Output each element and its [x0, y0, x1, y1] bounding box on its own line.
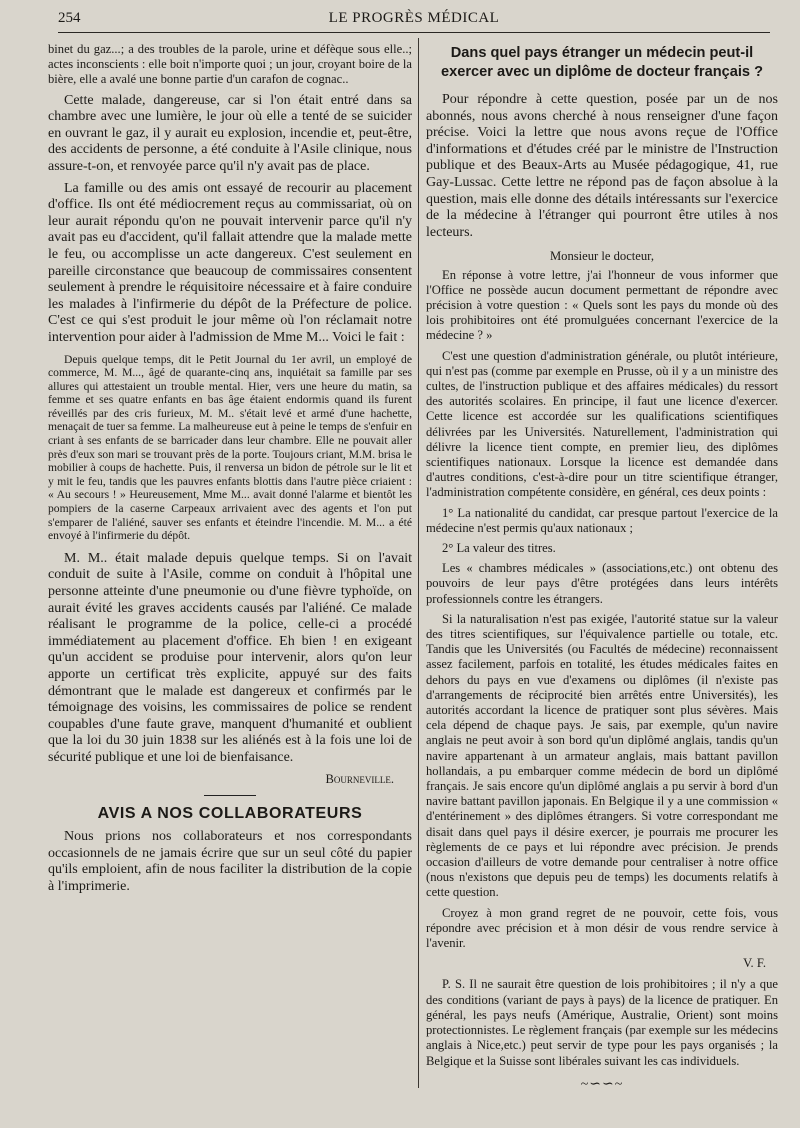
letter-salutation: Monsieur le docteur, — [549, 249, 655, 264]
column-divider — [418, 38, 419, 1088]
letter-paragraph-4: Si la naturalisation n'est pas exigée, l'autorité statue sur la valeur des titres scientifiques, sur l'équivalence partielle ou totale, etc. Tandis que les Universités (ou Facultés de médecine) reconnaissent assez facilement, parfois en totalité, les études médicales faites en dehors du pays en vue d'examens ou diplômes (il n'existe pas d'arrangements de réciprocité bien arrêtés entre Universités), les autorités accordant la licence de pratiquer sont plus sévères. Mais cela dépend de chaque pays. Je sais, par exemple, qu'un navire anglais ne peut avoir à son bord qu'un diplômé anglais, tandis qu'un navire appartenant à un armateur anglais, mais battant pavillon hollandais, a pu embarquer comme médecin de bord un diplômé français. Je sais encore qu'un diplômé anglais a pu servir à bord d'un navire battant pavillon japonais. En Belgique il y a une commission « d'entérinement » des diplômes étrangers. Si votre correspondant me disait dans quel pays il désire exercer, je pourrais me procurer les règlements de ce pays et lui répondre avec précision. Je prends occasion d'ailleurs de votre demande pour centraliser à notre office (nous n'existons que depuis peu de temps) les documents relatifs à cette question. — [426, 611, 778, 900]
letter-point-1: 1° La nationalité du candidat, car presque partout l'exercice de la médecine n'est permis qu'aux nationaux ; — [426, 505, 778, 535]
letter-paragraph-1: En réponse à votre lettre, j'ai l'honneur de vous informer que l'Office ne possède aucun document permettant de répondre avec précision à votre question : « Quels sont les pays du monde où des lois prohibitoires ont été promulguées concernant l'exercice de la médecine ? » — [426, 267, 778, 343]
right-column — [426, 42, 778, 1092]
letter-paragraph-2: C'est une question d'administration générale, ou plutôt intérieure, qui n'est pas (comme par exemple en Prusse, où il y a un ministre des cultes, de l'instruction publique et des affaires médicales) du ressort des autorités scolaires. En principe, il faut une licence d'exercer. Cette licence est accordée sur les qualifications scientifiques délivrées par les Universités. Naturellement, l'administration qui délivre la licence tient compte, en premier lieu, des diplômes scientifiques nationaux. Lorsque la licence est demandée dans d'autres conditions, c'est-à-dire pour un titre scientifique étranger, l'administration compétente considère, en général, ces deux points : — [426, 348, 778, 500]
left-column — [48, 42, 412, 900]
article-title: Dans quel pays étranger un médecin peut-il exercer avec un diplôme de docteur français ? — [441, 45, 763, 80]
left-paragraph-2: Cette malade, dangereuse, car si l'on était entré dans sa chambre avec une lumière, le jour où elle a tenté de se suicider en ouvrant le gaz, il y aurait eu explosion, incendie et, peut-être, des accidents de personne, a été conduite à l'Asile clinique, nous assure-t-on, et renvoyée parce qu'il n'y avait pas de place. — [48, 92, 412, 174]
left-paragraph-4: M. M.. était malade depuis quelque temps. Si on l'avait conduit de suite à l'Asile, comme on conduit à l'hôpital une personne atteinte d'une pneumonie ou d'une fièvre typhoïde, on aurait évité les graves accidents causés par l'aliéné. Ce malade réalisant le programme de la police, celle-ci a procédé immédiatement au placement d'office. Eh bien ! en exigeant qu'un accident se produise pour intervenir, alors qu'on leur apporte un certificat très explicite, appuyé sur des faits démontrant que le malade est dangereux et confirmés par le témoignage des voisins, les commissaires de police se rendent coupables d'une faute grave, manquent d'humanité et oublient que la loi du 30 juin 1838 sur les aliénés est à la fois une loi de sécurité publique et une loi de bienfaisance. — [48, 550, 412, 765]
notice-title: AVIS A NOS COLLABORATEURS — [97, 804, 363, 822]
journal-title: LE PROGRÈS MÉDICAL — [328, 10, 500, 26]
newspaper-quote: Depuis quelque temps, dit le Petit Journal du 1er avril, un employé de commerce, M. M..., âgé de quarante-cinq ans, inquiétait sa famille par ses allures qui attestaient un trouble mental. Hier, vers une heure du matin, sa femme et ses quatre enfants en bas âge étaient endormis quand ils furent réveillés par des cris furieux, M. M.. s'était levé et armé d'une hachette, menaçait de tuer sa femme. La malheureuse eut à peine le temps de s'enfuir en criant à ses enfants de se barricader dans leur chambre. Elle ne pouvait aller près d'eux son mari se trouvant près de la porte. Toujours criant, M.M. brisa le mobilier à coups de hachette. Puis, il renversa un bidon de pétrole sur le lit et y mit le feu, tandis que les pauvres enfants blottis dans l'autre pièce criaient : « Au secours ! » Heureusement, Mme M... avait donné l'alarme et bientôt les pompiers de la caserne Carpeaux arrivaient avec des agents et l'on put s'emparer de l'aliéné, sauver ses enfants et éteindre l'incendie. M. M... a été envoyé à l'infirmerie du dépôt. — [48, 352, 412, 543]
article-intro: Pour répondre à cette question, posée par un de nos abonnés, nous avons cherché à nous renseigner d'une façon précise. Voici la lettre que nous avons reçue de l'Office d'informations et d'études créé par le ministre de l'Instruction publique et des Beaux-Arts au Musée pédagogique, 41, rue Gay-Lussac. Cette lettre ne répond pas de façon absolue à la question, mais elle donne des détails intéressants sur l'exercice de la médecine à l'étranger qui pourront être utiles à nos lecteurs. — [426, 92, 778, 240]
left-paragraph-1: binet du gaz...; a des troubles de la parole, urine et défèque sous elle..; actes inconscients : elle boit n'importe quoi ; un jour, croyant boire de la bière, elle a avalé une bonne partie d'un carafon de cognac.. — [48, 42, 412, 87]
author-signature: Bourneville. — [325, 771, 394, 786]
letter-point-2: 2° La valeur des titres. — [442, 541, 556, 555]
postscript: P. S. Il ne saurait être question de lois prohibitoires ; il n'y a que des conditions (variant de pays à pays) de la licence de pratiquer. En général, les pays neufs (Amérique, Australie, Orient) sont moins protectionnistes. Le règlement français (par exemple sur les médecins anglais à Nice,etc.) peut servir de type pour les pays organisés ; la Belgique et la Suisse sont libérales suivant les cas individuels. — [426, 977, 778, 1068]
left-paragraph-3: La famille ou des amis ont essayé de recourir au placement d'office. Ils ont été médiocrement reçus au commissariat, où on leur aurait répondu qu'on ne pouvait intervenir parce qu'il n'y avait pas eu d'accident, qu'il fallait attendre que la malade mette le feu, ou accomplisse un acte dangereux. C'est seulement en pareille circonstance que beaucoup de commissaires consentent seulement à prendre le réquisitoire nécessaire et à faire conduire les malades à l'infirmerie du dépôt de la Préfecture de police. C'est ce qui s'est produit le jour même où l'on réclamait notre intervention pour aider à l'admission de Mme M... Voici le fait : — [48, 180, 412, 345]
notice-text: Nous prions nos collaborateurs et nos correspondants occasionnels de ne jamais écrire que sur un seul côté du papier qu'ils emploient, afin de nous faciliter la distribution de la copie à l'imprimerie. — [48, 828, 412, 894]
letter-initials: V. F. — [743, 956, 766, 971]
end-ornament: ~∽∽~ — [580, 1076, 624, 1092]
section-separator — [204, 795, 256, 796]
letter-paragraph-3: Les « chambres médicales » (associations,etc.) ont obtenu des pouvoirs de leur pays d'être protégées dans leurs intérêts professionnels contre les étrangers. — [426, 561, 778, 606]
page-header — [58, 6, 770, 33]
page-number: 254 — [58, 10, 81, 26]
letter-closing: Croyez à mon grand regret de ne pouvoir, cette fois, vous répondre avec précision et à mon désir de vous rendre service à l'avenir. — [426, 905, 778, 951]
